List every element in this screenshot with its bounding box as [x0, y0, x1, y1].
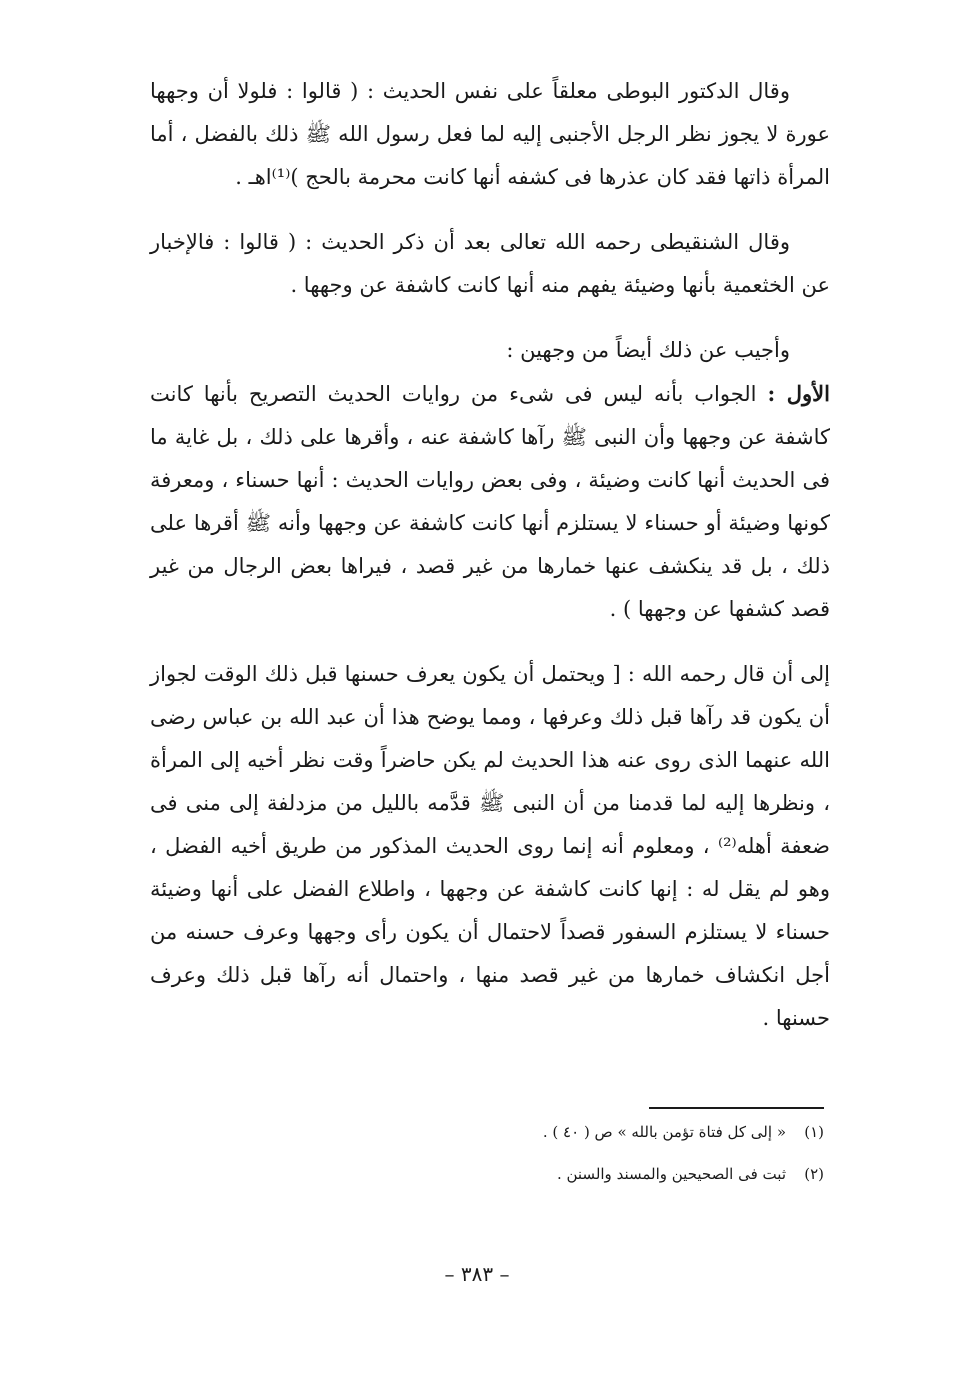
paragraph-5-text: إلى أن قال رحمه الله : [ ويحتمل أن يكون يعرف حسنها قبل ذلك الوقت لجواز أن يكون قد رآها قبل ذلك وعرفها ، ومما يوضح هذا أن عبد الله بن عباس رضى الله عنهما الذى روى عنه هذا الحديث لم يكن حاضراً وقت نظر أخيه إلى المرأة ، ونظرها إليه لما قدمنا من أن النبى ﷺ قدَّمه بالليل من مزدلفة إلى منى فى ضعفة أهله⁽²⁾ ، ومعلوم أنه إنما روى الحديث المذكور من طريق أخيه الفضل ، وهو لم يقل له : إنها كانت كاشفة عن وجهها ، واطلاع الفضل على أنها وضيئة حسناء لا يستلزم السفور قصداً لاحتمال أن يكون رأى وجهها وعرف حسنه من أجل انكشاف خمارها من غير قصد منها ، واحتمال أنه رآها قبل ذلك وعرف حسنها .: [150, 662, 831, 1030]
footnote-separator: [649, 1107, 824, 1109]
page-number: – ٣٨٣ –: [444, 1262, 510, 1286]
paragraph-5: [150, 653, 830, 1040]
paragraph-1-text: وقال الدكتور البوطى معلقاً على نفس الحديث : ( قالوا : فلولا أن وجهها عورة لا يجوز نظر الرجل الأجنبى إليه لما فعل رسول الله ﷺ ذلك بالفضل ، أما المرأة ذاتها فقد كان عذرها فى كشفه أنها كانت محرمة بالحج )⁽¹⁾اهـ .: [150, 79, 830, 189]
paragraph-4-lead: الأول :: [767, 381, 830, 406]
paragraph-2-text: وقال الشنقيطى رحمه الله تعالى بعد أن ذكر الحديث : ( قالوا : فالإخبار عن الخثعمية بأنها وضيئة يفهم منه أنها كانت كاشفة عن وجهها .: [150, 230, 830, 297]
paragraph-1: [150, 70, 830, 199]
paragraph-3: [150, 329, 830, 372]
footnotes: [324, 1118, 824, 1202]
footnote-1: [324, 1118, 824, 1146]
paragraph-4: [150, 372, 830, 631]
footnote-1-number: (١): [804, 1123, 824, 1141]
paragraph-2: [150, 221, 830, 307]
footnote-2-number: (٢): [804, 1165, 824, 1183]
footnote-1-text: « إلى كل فتاة تؤمن بالله » ص ( ٤٠ ) .: [542, 1123, 786, 1141]
paragraph-4-text: الجواب بأنه ليس فى شىء من روايات الحديث التصريح بأنها كانت كاشفة عن وجهها وأن النبى ﷺ رآها كاشفة عنه ، وأقرها على ذلك ، بل غاية ما فى الحديث أنها كانت وضيئة ، وفى بعض روايات الحديث : أنها حسناء ، ومعرفة كونها وضيئة أو حسناء لا يستلزم أنها كانت كاشفة عن وجهها وأنه ﷺ أقرها على ذلك ، بل قد ينكشف عنها خمارها من غير قصد ، فيراها بعض الرجال من غير قصد كشفها عن وجهها ) .: [150, 382, 830, 621]
footnote-2-text: ثبت فى الصحيحين والمسند والسنن .: [556, 1165, 786, 1183]
footnote-2: [324, 1160, 824, 1188]
page-body: [150, 70, 830, 1062]
paragraph-3-text: وأجيب عن ذلك أيضاً من وجهين :: [506, 338, 790, 362]
